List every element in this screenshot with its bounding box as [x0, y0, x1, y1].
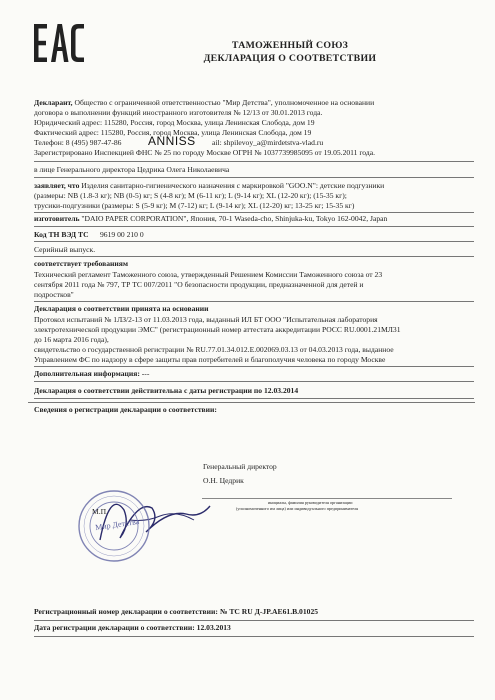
declarant-text-1: Общество с ограниченной ответственностью "Мир Детства", уполномоченное на основании: [74, 98, 375, 107]
requirements-text-2: сентября 2011 года № 797, ТР ТС 007/2011 "О безопасности продукции, предназначенной для детей и: [34, 280, 364, 289]
divider: [34, 398, 474, 399]
declarant-text-2: договора о выполнении функций иностранного изготовителя № 12/13 от 30.01.2013 года.: [34, 108, 323, 117]
registration-date-value: 12.03.2013: [196, 623, 231, 632]
requirements-text-3: подростков": [34, 290, 74, 299]
legal-address: Юридический адрес: 115280, Россия, город Москва, улица Ленинская Слобода, дом 19: [34, 118, 315, 127]
divider: [34, 366, 474, 367]
declares-line-1: [34, 181, 384, 191]
manufacturer-label: изготовитель: [34, 214, 80, 223]
divider: [34, 301, 474, 302]
overlay-text: ANNISS: [148, 134, 196, 148]
email: ail: shpilevoy_a@mirdetstva-vlad.ru: [212, 138, 324, 147]
declares-label: заявляет, что: [34, 181, 80, 190]
divider: [34, 620, 474, 621]
signature-line: [202, 498, 452, 499]
manufacturer-value: "DAIO PAPER CORPORATION", Япония, 70-1 Waseda-cho, Shinjuka-ku, Tokyo 162-0042, Japan: [81, 214, 388, 223]
product-text-2: (размеры: NB (1.8-3 кг); NB (0-5) кг; S (4-8 кг); M (6-11 кг); L (9-14 кг); XL (12-20 кг); (15-35 кг);: [34, 191, 347, 200]
manufacturer-line: [34, 214, 387, 224]
divider: [34, 241, 474, 242]
basis-text-1: Протокол испытаний № 1ЛЗ/2-13 от 11.03.2013 года, выданный ИЛ БТ ООО "Испытательная лаборатория: [34, 315, 378, 324]
additional-value: ---: [141, 369, 150, 378]
validity-date: 12.03.2014: [263, 386, 299, 395]
signatory-name: О.Н. Цедрик: [203, 476, 244, 485]
divider: [34, 636, 474, 637]
declarant-label: Декларант,: [34, 98, 73, 107]
registration-number-value: № ТС RU Д-JP.AE61.B.01025: [219, 607, 319, 616]
signature-caption-1: инициалы, фамилия руководителя организации: [268, 500, 353, 505]
signatory-position: Генеральный директор: [203, 462, 277, 471]
divider: [34, 226, 474, 227]
divider: [34, 381, 474, 382]
additional-label: Дополнительная информация:: [34, 369, 140, 378]
product-text-1: Изделия санитарно-гигиенического назначения с маркировкой "GOO.N": детские подгузники: [81, 181, 385, 190]
tnved-label: Код ТН ВЭД ТС: [34, 230, 89, 239]
tnved-value: 9619 00 210 0: [100, 230, 144, 239]
eac-logo: [32, 22, 86, 64]
registration-info: Зарегистрировано Инспекцией ФНС № 25 по городу Москве ОГРН № 1037739985095 от 19.05.2011 года.: [34, 148, 376, 157]
declarant-line-1: [34, 98, 374, 108]
representative: в лице Генерального директора Цедрика Олега Николаевича: [34, 165, 230, 174]
phone: Телефон: 8 (495) 987-47-86: [34, 138, 122, 147]
additional-info: [34, 369, 149, 379]
divider: [34, 212, 474, 213]
divider: [34, 161, 474, 162]
basis-text-4: свидетельство о государственной регистрации № RU.77.01.34.012.E.002069.03.13 от 04.03.2013 года, выданное: [34, 345, 394, 354]
seal-mark: М.П.: [92, 507, 109, 516]
registration-number: [34, 607, 318, 617]
stamp-text: Мир Детства: [94, 516, 140, 533]
registration-date: [34, 623, 231, 633]
validity-label: Декларация о соответствии действительна с даты регистрации по: [34, 386, 263, 395]
basis-text-5: Управлением ФС по надзору в сфере защиты прав потребителей и благополучия человека по городу Москве: [34, 355, 386, 364]
serial-release: Серийный выпуск.: [34, 245, 96, 254]
registration-date-label: Дата регистрации декларации о соответствии:: [34, 623, 195, 632]
basis-text-2: электротехнической продукции ЭМС" (регистрационный номер аттестата аккредитации РОСС RU.0001.21МЛ31: [34, 325, 401, 334]
divider: [34, 177, 474, 178]
basis-label: Декларация о соответствии принята на основании: [34, 304, 209, 313]
basis-text-3: до 16 марта 2016 года),: [34, 335, 109, 344]
registration-number-label: Регистрационный номер декларации о соответствии:: [34, 607, 218, 616]
title-declaration: ДЕКЛАРАЦИЯ О СООТВЕТСТВИИ: [203, 53, 377, 64]
requirements-label: соответствует требованиям: [34, 259, 129, 268]
requirements-text-1: Технический регламент Таможенного союза, утвержденный Решением Комиссии Таможенного союза от 23: [34, 270, 383, 279]
actual-address: Фактический адрес: 115280, Россия, город Москва, улица Ленинская Слобода, дом 19: [34, 128, 312, 137]
title-customs-union: ТАМОЖЕННЫЙ СОЮЗ: [231, 40, 349, 51]
signature-caption-2: (уполномоченного им лица) или индивидуального предпринимателя: [236, 506, 359, 511]
validity: [34, 386, 298, 396]
product-text-3: трусики-подгузники (размеры: S (5-9 кг); M (7-12) кг; L (9-14 кг); XL (12-20) кг; 13-25 кг; 15-35 кг): [34, 201, 355, 210]
divider: [34, 256, 474, 257]
registration-heading: Сведения о регистрации декларации о соответствии:: [34, 405, 217, 414]
